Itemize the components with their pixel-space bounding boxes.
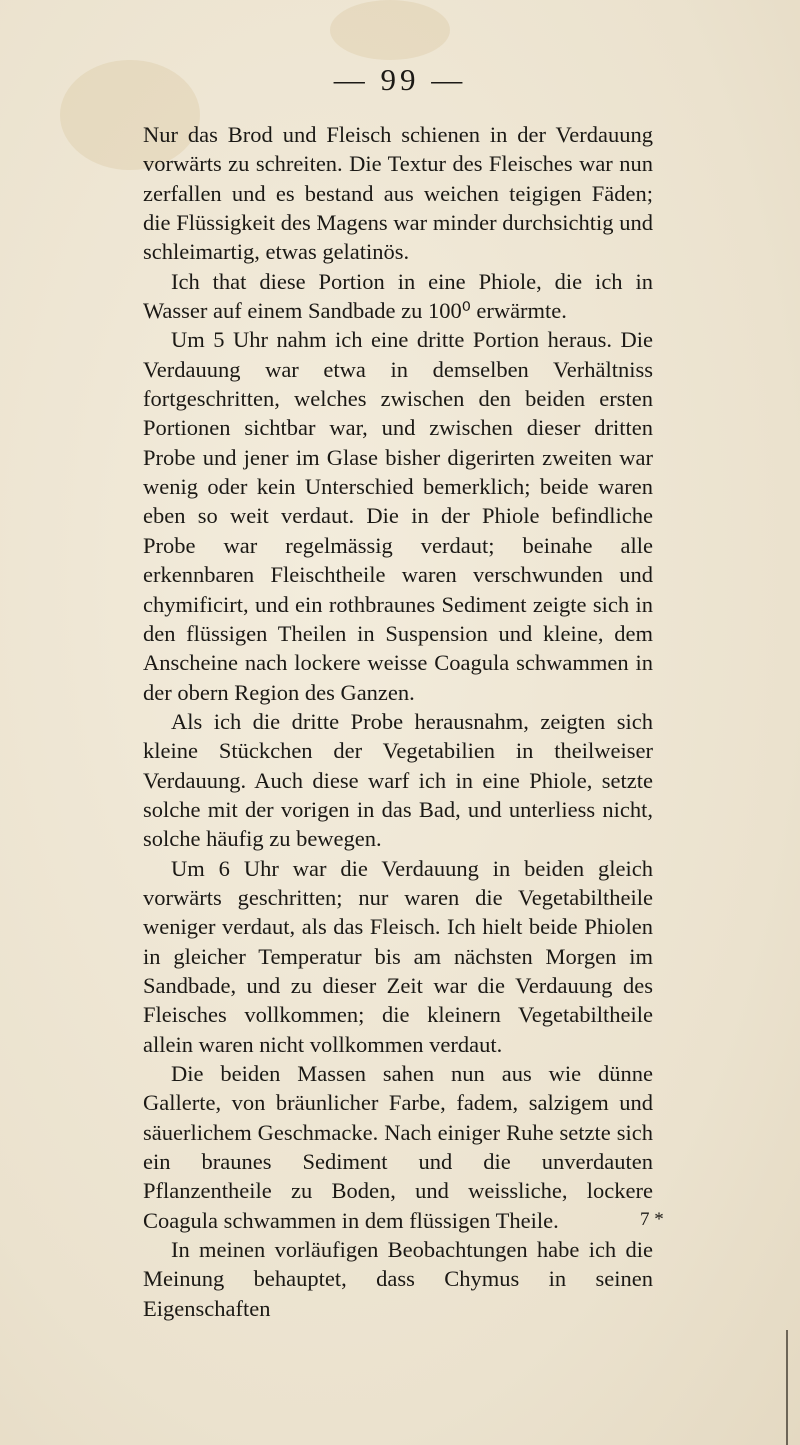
paragraph: Um 6 Uhr war die Verdauung in beiden gleich vorwärts geschritten; nur waren die Vegetabiltheile weniger verdaut, als das Fleisch. Ich hielt beide Phiolen in gleicher Temperatur bis am nächsten Morgen im Sandbade, und zu dieser Zeit war die Verdauung des Fleisches vollkommen; die kleinern Vegetabiltheile allein waren nicht vollkommen verdaut. [143, 855, 653, 1057]
paragraph: Ich that diese Portion in eine Phiole, die ich in Wasser auf einem Sandbade zu 100⁰ erwärmte. [143, 268, 653, 324]
page-edge [786, 1330, 788, 1445]
paragraph: Um 5 Uhr nahm ich eine dritte Portion heraus. Die Verdauung war etwa in demselben Verhältniss fortgeschritten, welches zwischen den beiden ersten Portionen sichtbar war, und zwischen dieser dritten Probe und jener im Glase bisher digerirten zweiten war wenig oder kein Unterschied bemerklich; beide waren eben so weit verdaut. Die in der Phiole befindliche Probe war regelmässig verdaut; beinahe alle erkennbaren Fleischtheile waren verschwunden und chymificirt, und ein rothbraunes Sediment zeigte sich in den flüssigen Theilen in Suspension und kleine, dem Anscheine nach lockere weisse Coagula schwammen in der obern Region des Ganzen. [143, 327, 653, 705]
paragraph: Nur das Brod und Fleisch schienen in der Verdauung vorwärts zu schreiten. Die Textur des Fleisches war nun zerfallen und es bestand aus weichen teigigen Fäden; die Flüssigkeit des Magens war minder durchsichtig und schleimartig, etwas gelatinös. [143, 122, 653, 265]
paragraph: Als ich die dritte Probe herausnahm, zeigten sich kleine Stückchen der Vegetabilien in theilweiser Verdauung. Auch diese warf ich in eine Phiole, setzte solche mit der vorigen in das Bad, und unterliess nicht, solche häufig zu bewegen. [143, 708, 653, 852]
signature-mark: 7 * [640, 1209, 664, 1230]
paragraph: In meinen vorläufigen Beobachtungen habe ich die Meinung behauptet, dass Chymus in seinen Eigenschaften [143, 1237, 653, 1321]
paper-stain [330, 0, 450, 60]
body-text [143, 120, 653, 1323]
page-header: — 99 — [333, 62, 467, 97]
paragraph: Die beiden Massen sahen nun aus wie dünne Gallerte, von bräunlicher Farbe, fadem, salzigem und säuerlichem Geschmacke. Nach einiger Ruhe setzte sich ein braunes Sediment und die unverdauten Pflanzentheile zu Boden, und weissliche, lockere Coagula schwammen in dem flüssigen Theile. [143, 1061, 653, 1233]
